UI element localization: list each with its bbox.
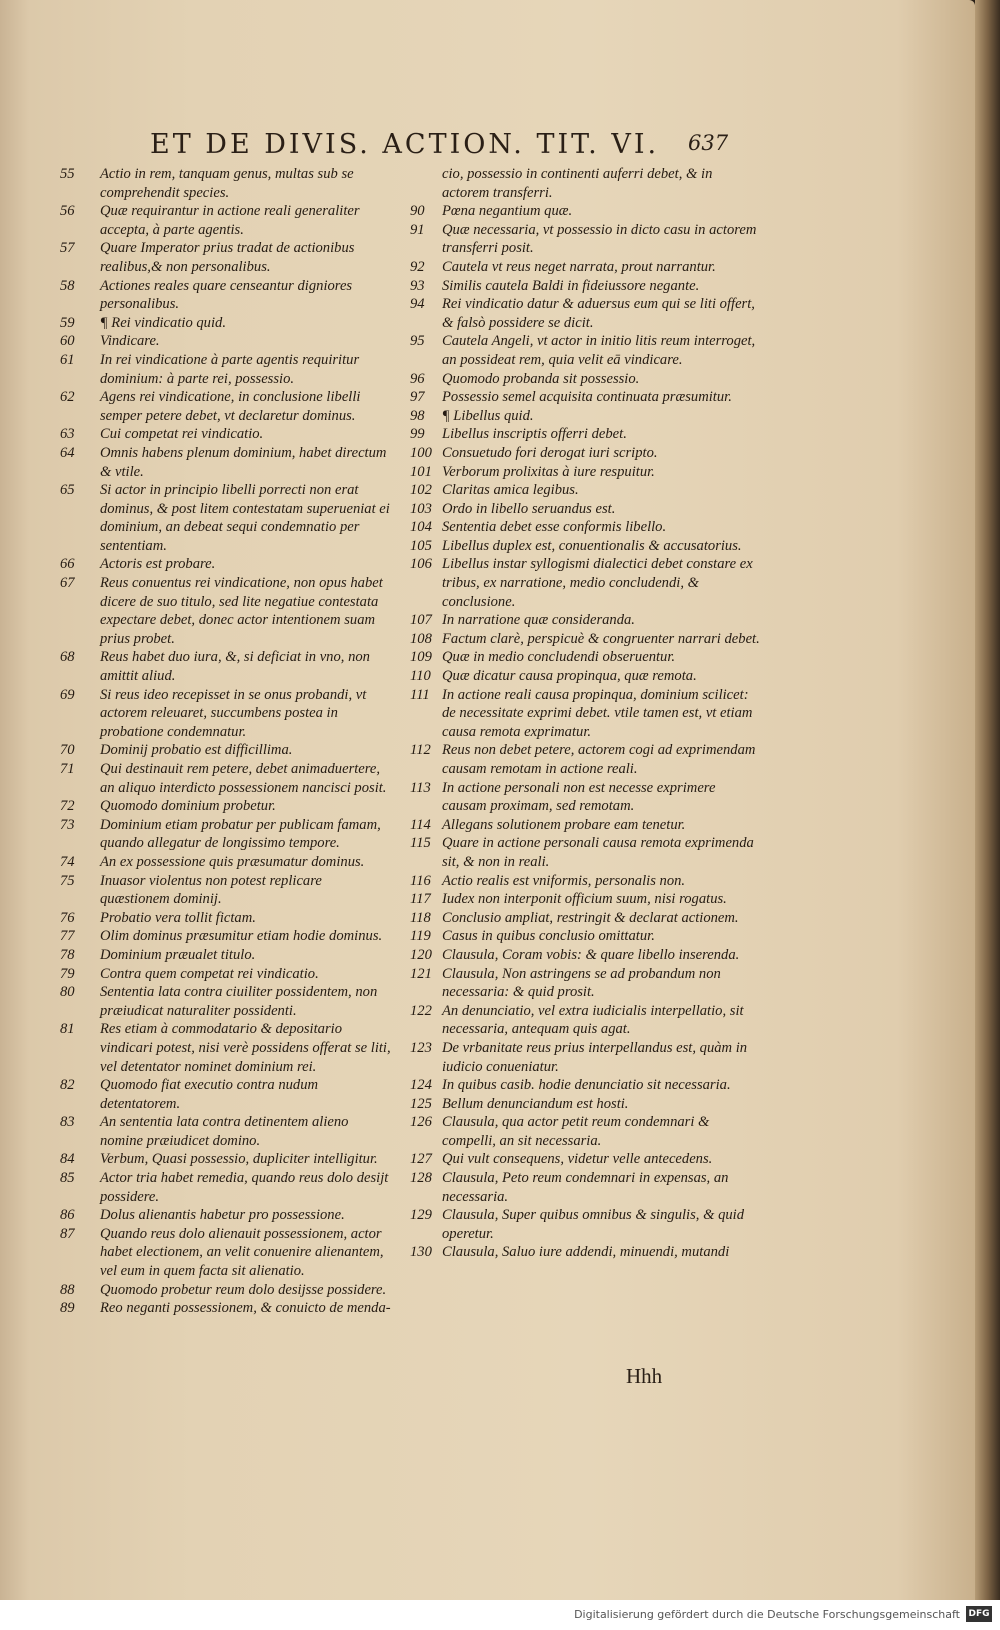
entry-number: 121	[410, 965, 432, 982]
entry-text: Sententia lata contra ciuiliter possidentem, non præiudicat naturaliter possidenti.	[100, 984, 378, 1019]
entry-text: De vrbanitate reus prius interpellandus est, quàm in iudicio conueniatur.	[442, 1039, 748, 1075]
running-title: ET DE DIVIS. ACTION. TIT. VI.	[150, 129, 660, 160]
entry-text: Si actor in principio libelli porrecti non erat dominus, & post litem contestatam superueniat ei dominium, an debeat sequi condemnatio per sententiam.	[100, 482, 390, 554]
entry-number: 74	[60, 853, 75, 870]
index-entry	[60, 965, 395, 984]
entry-number: 97	[410, 389, 425, 406]
signature-mark: Hhh	[626, 1364, 663, 1388]
entry-number: 67	[60, 575, 75, 592]
entry-number: 85	[60, 1170, 75, 1187]
index-entry	[410, 1169, 760, 1206]
entry-number: 96	[410, 370, 425, 387]
entry-text: Clausula, Saluo iure addendi, minuendi, mutandi	[442, 1244, 730, 1261]
index-entry	[410, 872, 760, 891]
index-entry	[410, 630, 760, 649]
entry-number: 84	[60, 1151, 75, 1168]
index-entry	[410, 295, 760, 332]
entry-text: In narratione quæ consideranda.	[442, 612, 635, 629]
entry-number: 55	[60, 166, 75, 182]
entry-number: 110	[410, 668, 431, 685]
index-entry	[60, 1299, 395, 1318]
entry-number: 129	[410, 1207, 432, 1224]
entry-number: 89	[60, 1300, 75, 1317]
index-entry	[60, 481, 395, 555]
entry-text: Reus habet duo iura, &, si deficiat in vno, non amittit aliud.	[100, 649, 370, 685]
entry-number: 65	[60, 482, 75, 499]
continued-entry: cio, possessio in continenti auferri debet, & in actorem transferri.	[442, 166, 713, 201]
index-entry	[410, 1095, 760, 1114]
entry-text: Conclusio ampliat, restringit & declarat actionem.	[442, 909, 739, 926]
index-entry	[60, 202, 395, 239]
entry-number: 70	[60, 742, 75, 759]
entry-number: 82	[60, 1077, 75, 1094]
entry-text: An ex possessione quis præsumatur dominus.	[100, 853, 365, 870]
entry-text: Iudex non interponit officium suum, nisi rogatus.	[442, 891, 727, 908]
entry-text: Actoris est probare.	[100, 556, 216, 573]
index-entry	[410, 667, 760, 686]
entry-number: 86	[60, 1207, 75, 1224]
funding-note: Digitalisierung gefördert durch die Deutsche Forschungsgemeinschaft	[574, 1608, 960, 1621]
entry-number: 93	[410, 277, 425, 294]
entry-text: Claritas amica legibus.	[442, 482, 579, 499]
index-entry	[410, 407, 760, 426]
index-entry	[60, 555, 395, 574]
index-entry	[410, 202, 760, 221]
entry-number: 112	[410, 742, 431, 759]
entry-number: 59	[60, 314, 75, 331]
entry-text: Cui competat rei vindicatio.	[100, 426, 264, 443]
entry-text: Si reus ideo recepisset in se onus probandi, vt actorem releuaret, succumbens postea in probatione condemnatur.	[100, 686, 367, 740]
entry-text: Quæ in medio concludendi obseruentur.	[442, 649, 676, 666]
entry-text: Sententia debet esse conformis libello.	[442, 519, 667, 536]
index-entry	[60, 816, 395, 853]
entry-text: ¶ Rei vindicatio quid.	[100, 314, 226, 331]
entry-number: 56	[60, 203, 75, 220]
entry-number: 63	[60, 426, 75, 443]
entry-number: 100	[410, 444, 432, 461]
entry-text: Qui destinauit rem petere, debet animaduertere, an aliquo interdicto possessionem nancisci posit.	[100, 761, 387, 796]
entry-text: Agens rei vindicatione, in conclusione libelli semper petere debet, vt declaretur dominus.	[100, 389, 361, 424]
entry-text: Ordo in libello seruandus est.	[442, 500, 616, 517]
entry-number: 69	[60, 686, 75, 703]
entry-number: 80	[60, 984, 75, 1001]
entry-number: 78	[60, 946, 75, 963]
entry-text: Consuetudo fori derogat iuri scripto.	[442, 444, 658, 461]
entry-number: 128	[410, 1170, 432, 1187]
left-column	[60, 165, 395, 1318]
entry-text: Casus in quibus conclusio omittatur.	[442, 928, 655, 945]
entry-text: An denunciatio, vel extra iudicialis interpellatio, sit necessaria, antequam quis agat.	[442, 1002, 744, 1038]
dfg-logo: DFG	[966, 1606, 992, 1622]
index-entry	[60, 314, 395, 333]
entry-number: 113	[410, 779, 431, 796]
index-entry	[410, 946, 760, 965]
entry-text: Quæ requirantur in actione reali generaliter accepta, à parte agentis.	[100, 203, 360, 238]
entry-text: Actio realis est vniformis, personalis non.	[442, 872, 686, 889]
entry-number: 98	[410, 407, 425, 424]
index-entry	[410, 741, 760, 778]
index-entry	[410, 518, 760, 537]
index-entry	[410, 890, 760, 909]
entry-text: In actione personali non est necesse exprimere causam proximam, sed remotam.	[442, 779, 716, 815]
entry-number: 102	[410, 482, 432, 499]
entry-text: Dolus alienantis habetur pro possessione.	[100, 1207, 345, 1224]
entry-number: 125	[410, 1095, 432, 1112]
entry-number: 60	[60, 333, 75, 350]
index-entry	[410, 1039, 760, 1076]
entry-number: 73	[60, 816, 75, 833]
entry-number: 117	[410, 891, 431, 908]
entry-number: 76	[60, 909, 75, 926]
entry-text: Actor tria habet remedia, quando reus dolo desijt possidere.	[100, 1170, 389, 1205]
entry-number: 120	[410, 946, 432, 963]
index-entry	[60, 909, 395, 928]
entry-number: 99	[410, 426, 425, 443]
index-entry	[410, 816, 760, 835]
entry-text: Allegans solutionem probare eam tenetur.	[442, 816, 686, 833]
entry-number: 87	[60, 1225, 75, 1242]
entry-text: Quæ dicatur causa propinqua, quæ remota.	[442, 668, 697, 685]
entry-text: Quando reus dolo alienauit possessionem, actor habet electionem, an velit conuenire alienantem, vel eum in quem facta sit alienatio.	[100, 1225, 384, 1280]
index-entry	[410, 332, 760, 369]
page-number: 637	[688, 131, 729, 155]
running-header	[150, 127, 750, 167]
entry-number: 111	[410, 686, 430, 703]
entry-text: Quomodo probanda sit possessio.	[442, 370, 640, 387]
entry-text: Libellus instar syllogismi dialectici debet constare ex tribus, ex narratione, medio concludendi, & conclusione.	[442, 556, 753, 610]
entry-number: 77	[60, 928, 75, 945]
index-entry	[410, 1002, 760, 1039]
entry-text: Dominium etiam probatur per publicam famam, quando allegatur de longissimo tempore.	[100, 816, 381, 852]
entry-text: Quare Imperator prius tradat de actionibus realibus,& non personalibus.	[100, 240, 355, 275]
index-entry	[60, 797, 395, 816]
entry-text: Possessio semel acquisita continuata præsumitur.	[442, 389, 732, 406]
entry-number: 83	[60, 1114, 75, 1131]
index-entry	[410, 555, 760, 611]
index-entry	[410, 965, 760, 1002]
entry-number: 116	[410, 872, 431, 889]
entry-text: Omnis habens plenum dominium, habet directum & vtile.	[100, 444, 387, 480]
index-entry	[60, 983, 395, 1020]
entry-text: Quæ necessaria, vt possessio in dicto casu in actorem transferri posit.	[442, 221, 757, 257]
entry-number: 62	[60, 389, 75, 406]
index-entry	[60, 853, 395, 872]
entry-text: Reo neganti possessionem, & conuicto de menda-	[100, 1300, 391, 1317]
entry-text: Similis cautela Baldi in fideiussore negante.	[442, 277, 700, 294]
entry-text: Reus conuentus rei vindicatione, non opus habet dicere de suo titulo, sed lite negatiue contestata expectare debet, donec actor intentionem suam prius probet.	[100, 575, 383, 647]
index-entry	[60, 1206, 395, 1225]
index-entry	[410, 1150, 760, 1169]
entry-text: Verborum prolixitas à iure respuitur.	[442, 463, 655, 480]
entry-text: In actione reali causa propinqua, dominium scilicet: de necessitate exprimi debet. vtile tamen est, vt etiam causa remota exprimatur.	[442, 686, 753, 740]
index-entry	[410, 277, 760, 296]
index-entry	[410, 927, 760, 946]
entry-text: Clausula, qua actor petit reum condemnari & compelli, an sit necessaria.	[442, 1114, 710, 1149]
index-entry	[60, 1076, 395, 1113]
entry-text: Contra quem competat rei vindicatio.	[100, 965, 319, 982]
index-entry	[410, 779, 760, 816]
index-entry	[410, 258, 760, 277]
entry-number: 79	[60, 965, 75, 982]
index-entry	[410, 370, 760, 389]
entry-number: 71	[60, 761, 75, 777]
entry-text: Actio in rem, tanquam genus, multas sub se comprehendit species.	[100, 166, 354, 201]
index-entry	[60, 946, 395, 965]
entry-number: 101	[410, 463, 432, 480]
entry-text: An sententia lata contra detinentem alieno nomine præiudicet domino.	[100, 1114, 349, 1149]
index-entry	[60, 574, 395, 648]
index-entry	[60, 1281, 395, 1300]
entry-number: 64	[60, 444, 75, 461]
index-entry	[60, 239, 395, 276]
index-entry	[60, 1169, 395, 1206]
index-entry	[60, 425, 395, 444]
entry-text: Dominij probatio est difficillima.	[100, 742, 293, 759]
index-entry	[410, 463, 760, 482]
index-entry	[410, 1076, 760, 1095]
entry-number: 119	[410, 928, 431, 945]
entry-number: 105	[410, 537, 432, 554]
index-entry	[60, 760, 395, 797]
index-entry	[410, 500, 760, 519]
entry-number: 90	[410, 203, 425, 220]
entry-number: 118	[410, 909, 431, 926]
entry-number: 91	[410, 221, 425, 238]
entry-number: 108	[410, 630, 432, 647]
entry-text: ¶ Libellus quid.	[442, 407, 534, 424]
entry-text: Quomodo dominium probetur.	[100, 798, 276, 815]
entry-number: 103	[410, 500, 432, 517]
entry-number: 75	[60, 872, 75, 889]
entry-number: 109	[410, 649, 432, 666]
index-entry	[60, 1020, 395, 1076]
entry-number: 68	[60, 649, 75, 666]
entry-number: 88	[60, 1281, 75, 1298]
entry-text: Clausula, Peto reum condemnari in expensas, an necessaria.	[442, 1170, 729, 1205]
entry-text: Probatio vera tollit fictam.	[100, 909, 256, 926]
entry-number: 106	[410, 556, 432, 573]
index-entry	[60, 444, 395, 481]
index-entry	[410, 648, 760, 667]
index-entry	[410, 1243, 760, 1262]
index-entry	[60, 277, 395, 314]
entry-text: Clausula, Coram vobis: & quare libello inserenda.	[442, 946, 740, 963]
entry-text: Clausula, Super quibus omnibus & singulis, & quid operetur.	[442, 1207, 745, 1242]
index-entry	[410, 444, 760, 463]
entry-text: Res etiam à commodatario & depositario vindicari potest, nisi verè possidens offerat se liti, vel detentator nominet dominium rei.	[100, 1021, 391, 1075]
index-entry	[60, 686, 395, 742]
entry-text: Verbum, Quasi possessio, dupliciter intelligitur.	[100, 1151, 378, 1168]
entry-number: 57	[60, 240, 75, 257]
entry-text: Libellus duplex est, conuentionalis & accusatorius.	[442, 537, 742, 554]
entry-number: 123	[410, 1039, 432, 1056]
entry-number: 81	[60, 1021, 75, 1038]
entry-number: 127	[410, 1151, 432, 1168]
index-entry	[60, 1225, 395, 1281]
entry-text: Bellum denunciandum est hosti.	[442, 1095, 629, 1112]
entry-number: 130	[410, 1244, 432, 1261]
index-entry	[60, 332, 395, 351]
entry-text: Libellus inscriptis offerri debet.	[442, 426, 627, 443]
entry-text: In quibus casib. hodie denunciatio sit necessaria.	[442, 1077, 731, 1094]
entry-number: 114	[410, 816, 431, 833]
index-entry	[60, 741, 395, 760]
page-edge	[975, 0, 1000, 1600]
index-entry	[410, 611, 760, 630]
index-entry	[60, 1150, 395, 1169]
index-entry	[410, 1113, 760, 1150]
entry-number: 126	[410, 1114, 432, 1131]
index-entry	[60, 648, 395, 685]
entry-number: 61	[60, 351, 75, 368]
index-entry	[410, 221, 760, 258]
index-entry	[410, 686, 760, 742]
entry-text: Quomodo probetur reum dolo desijsse possidere.	[100, 1281, 387, 1298]
entry-text: Qui vult consequens, videtur velle antecedens.	[442, 1151, 713, 1168]
index-entry	[410, 834, 760, 871]
entry-number: 122	[410, 1002, 432, 1019]
index-entry	[410, 481, 760, 500]
entry-number: 58	[60, 277, 75, 294]
index-entry	[410, 425, 760, 444]
footer-bar	[0, 1600, 1000, 1630]
index-entry	[60, 927, 395, 946]
entry-text: Vindicare.	[100, 333, 160, 350]
entry-text: Pœna negantium quæ.	[442, 203, 573, 220]
index-entry	[410, 909, 760, 928]
entry-number: 115	[410, 835, 431, 852]
entry-text: Clausula, Non astringens se ad probandum non necessaria: & quid prosit.	[442, 965, 721, 1001]
entry-text: Quare in actione personali causa remota exprimenda sit, & non in reali.	[442, 835, 754, 870]
entry-number: 104	[410, 519, 432, 536]
index-entry	[60, 872, 395, 909]
index-entry	[60, 1113, 395, 1150]
entry-text: Dominium præualet titulo.	[100, 946, 256, 963]
index-entry	[60, 165, 395, 202]
index-entry	[410, 537, 760, 556]
entry-number: 95	[410, 333, 425, 350]
entry-number: 92	[410, 258, 425, 275]
entry-text: Rei vindicatio datur & aduersus eum qui se liti offert, & falsò possidere se dicit.	[442, 296, 755, 331]
entry-text: Actiones reales quare censeantur digniores personalibus.	[100, 277, 353, 313]
entry-text: Factum clarè, perspicuè & congruenter narrari debet.	[442, 630, 760, 647]
entry-number: 124	[410, 1077, 432, 1094]
index-entry	[60, 388, 395, 425]
right-column	[410, 165, 760, 1262]
entry-number: 107	[410, 612, 432, 629]
entry-text: Inuasor violentus non potest replicare quæstionem dominij.	[100, 872, 322, 908]
entry-number: 94	[410, 296, 425, 313]
index-entry	[410, 388, 760, 407]
entry-text: Reus non debet petere, actorem cogi ad exprimendam causam remotam in actione reali.	[442, 742, 756, 777]
index-entry	[410, 1206, 760, 1243]
entry-text: In rei vindicatione à parte agentis requiritur dominium: à parte rei, possessio.	[100, 351, 360, 387]
entry-text: Olim dominus præsumitur etiam hodie dominus.	[100, 928, 383, 945]
entry-number: 72	[60, 798, 75, 815]
entry-text: Cautela Angeli, vt actor in initio litis reum interroget, an possideat rem, quia velit eā vindicare.	[442, 333, 756, 368]
entry-number: 66	[60, 556, 75, 573]
index-entry	[60, 351, 395, 388]
entry-text: Cautela vt reus neget narrata, prout narrantur.	[442, 258, 716, 275]
entry-text: Quomodo fiat executio contra nudum detentatorem.	[100, 1077, 319, 1112]
